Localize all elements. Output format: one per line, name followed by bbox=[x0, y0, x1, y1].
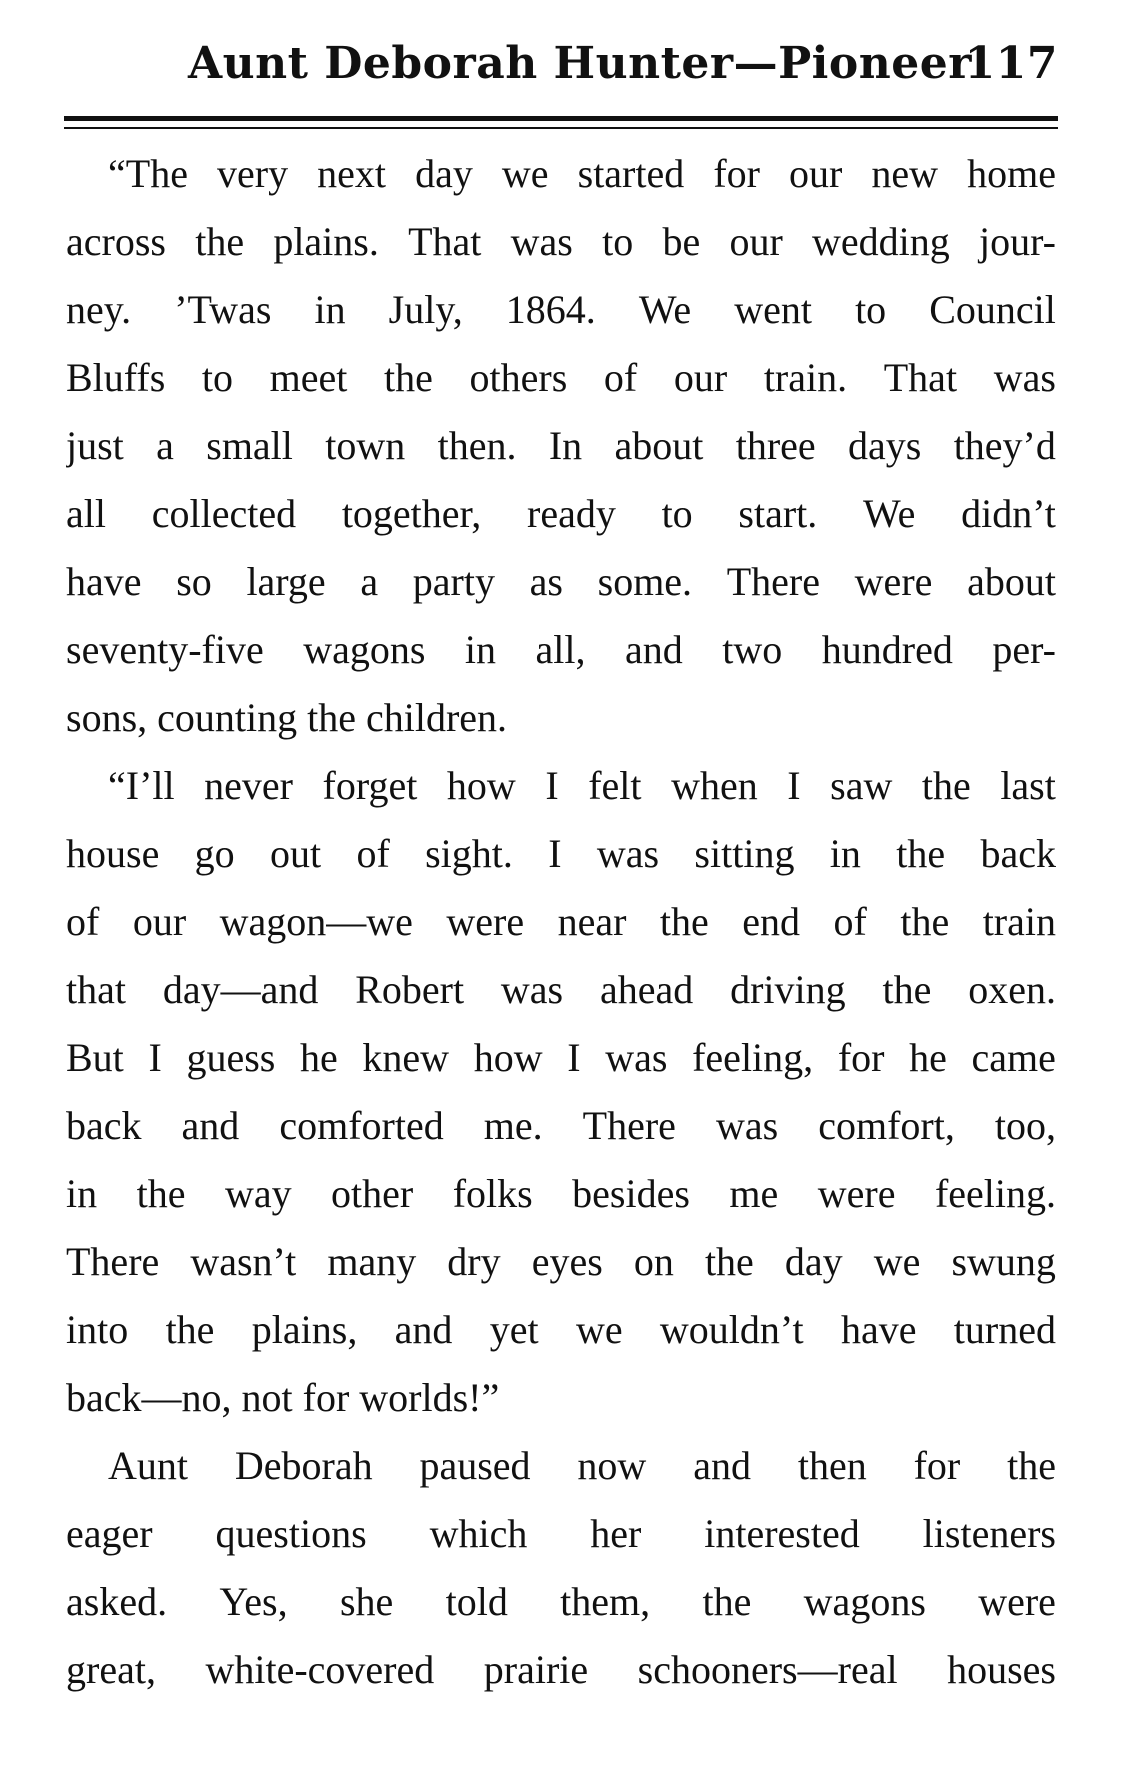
text-line: “I’ll never forget how I felt when I saw the last bbox=[108, 763, 1056, 808]
text-line: back—no, not for worlds!” bbox=[66, 1375, 500, 1420]
text-line: eager questions which her interested listeners bbox=[66, 1511, 1056, 1556]
body-text bbox=[66, 140, 1056, 1704]
text-line: seventy-five wagons in all, and two hundred per- bbox=[66, 627, 1056, 672]
text-line: Aunt Deborah paused now and then for the bbox=[108, 1443, 1056, 1488]
text-line: have so large a party as some. There were about bbox=[66, 559, 1056, 604]
header-rule-thick bbox=[64, 116, 1058, 121]
header-rule-thin bbox=[64, 127, 1058, 129]
text-line: of our wagon—we were near the end of the train bbox=[66, 899, 1056, 944]
text-line: that day—and Robert was ahead driving the oxen. bbox=[66, 967, 1056, 1012]
text-line: There wasn’t many dry eyes on the day we swung bbox=[66, 1239, 1056, 1284]
text-line: asked. Yes, she told them, the wagons were bbox=[66, 1579, 1056, 1624]
text-line: But I guess he knew how I was feeling, for he came bbox=[66, 1035, 1056, 1080]
text-line: ney. ’Twas in July, 1864. We went to Council bbox=[66, 287, 1056, 332]
text-line: sons, counting the children. bbox=[66, 695, 508, 740]
text-line: Bluffs to meet the others of our train. That was bbox=[66, 355, 1056, 400]
page-header bbox=[188, 38, 1058, 108]
text-line: in the way other folks besides me were feeling. bbox=[66, 1171, 1056, 1216]
text-line: just a small town then. In about three days they’d bbox=[66, 423, 1056, 468]
text-line: all collected together, ready to start. We didn’t bbox=[66, 491, 1056, 536]
text-line: “The very next day we started for our new home bbox=[108, 151, 1056, 196]
text-line: across the plains. That was to be our wedding jour- bbox=[66, 219, 1056, 264]
text-line: house go out of sight. I was sitting in the back bbox=[66, 831, 1056, 876]
text-line: into the plains, and yet we wouldn’t have turned bbox=[66, 1307, 1056, 1352]
running-title: Aunt Deborah Hunter—Pioneer bbox=[188, 38, 972, 89]
page-number: 117 bbox=[964, 38, 1058, 89]
text-line: back and comforted me. There was comfort, too, bbox=[66, 1103, 1056, 1148]
text-line: great, white-covered prairie schooners—real houses bbox=[66, 1647, 1056, 1692]
